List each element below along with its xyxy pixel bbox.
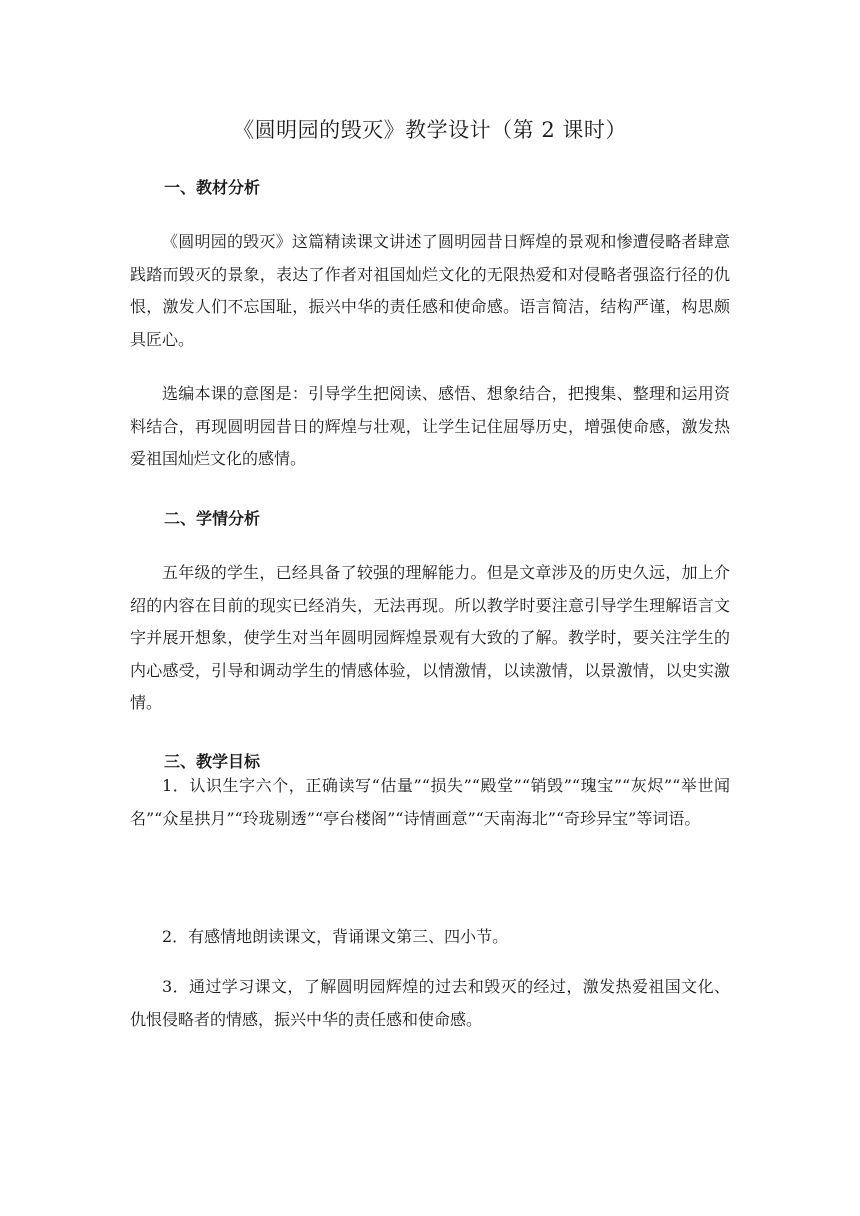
paragraph-textbook-analysis-1: 《圆明园的毁灭》这篇精读课文讲述了圆明园昔日辉煌的景观和惨遭侵略者肆意践踏而毁灭的景象，表达了作者对祖国灿烂文化的无限热爱和对侵略者强盗行径的仇恨，激发人们不忘国耻，振兴中华的责任感和使命感。语言简洁，结构严谨，构思颇具匠心。 <box>130 232 730 349</box>
objective-item-2: 2．有感情地朗读课文，背诵课文第三、四小节。 <box>162 927 509 946</box>
paragraph-student-analysis: 五年级的学生，已经具备了较强的理解能力。但是文章涉及的历史久远，加上介绍的内容在目前的现实已经消失，无法再现。所以教学时要注意引导学生理解语言文字并展开想象，使学生对当年圆明园辉煌景观有大致的了解。教学时，要关注学生的内心感受，引导和调动学生的情感体验，以情激情，以读激情，以景激情，以史实激情。 <box>130 563 730 712</box>
section-heading-student-analysis: 二、学情分析 <box>164 509 261 528</box>
section-heading-teaching-objectives: 三、教学目标 <box>164 752 261 771</box>
objective-item-3: 3．通过学习课文，了解圆明园辉煌的过去和毁灭的经过，激发热爱祖国文化、仇恨侵略者的情感，振兴中华的责任感和使命感。 <box>130 977 730 1029</box>
paragraph-textbook-analysis-2: 选编本课的意图是：引导学生把阅读、感悟、想象结合，把搜集、整理和运用资料结合，再现圆明园昔日的辉煌与壮观，让学生记住屈辱历史，增强使命感，激发热爱祖国灿烂文化的感情。 <box>130 384 730 468</box>
document-title: 《圆明园的毁灭》教学设计（第 2 课时） <box>233 118 627 142</box>
section-heading-textbook-analysis: 一、教材分析 <box>164 178 261 197</box>
objective-item-1: 1．认识生字六个，正确读写“估量”“损失”“殿堂”“销毁”“瑰宝”“灰烬”“举世闻名”“众星拱月”“玲珑剔透”“亭台楼阁”“诗情画意”“天南海北”“奇珍异宝”等词语。 <box>130 776 730 828</box>
